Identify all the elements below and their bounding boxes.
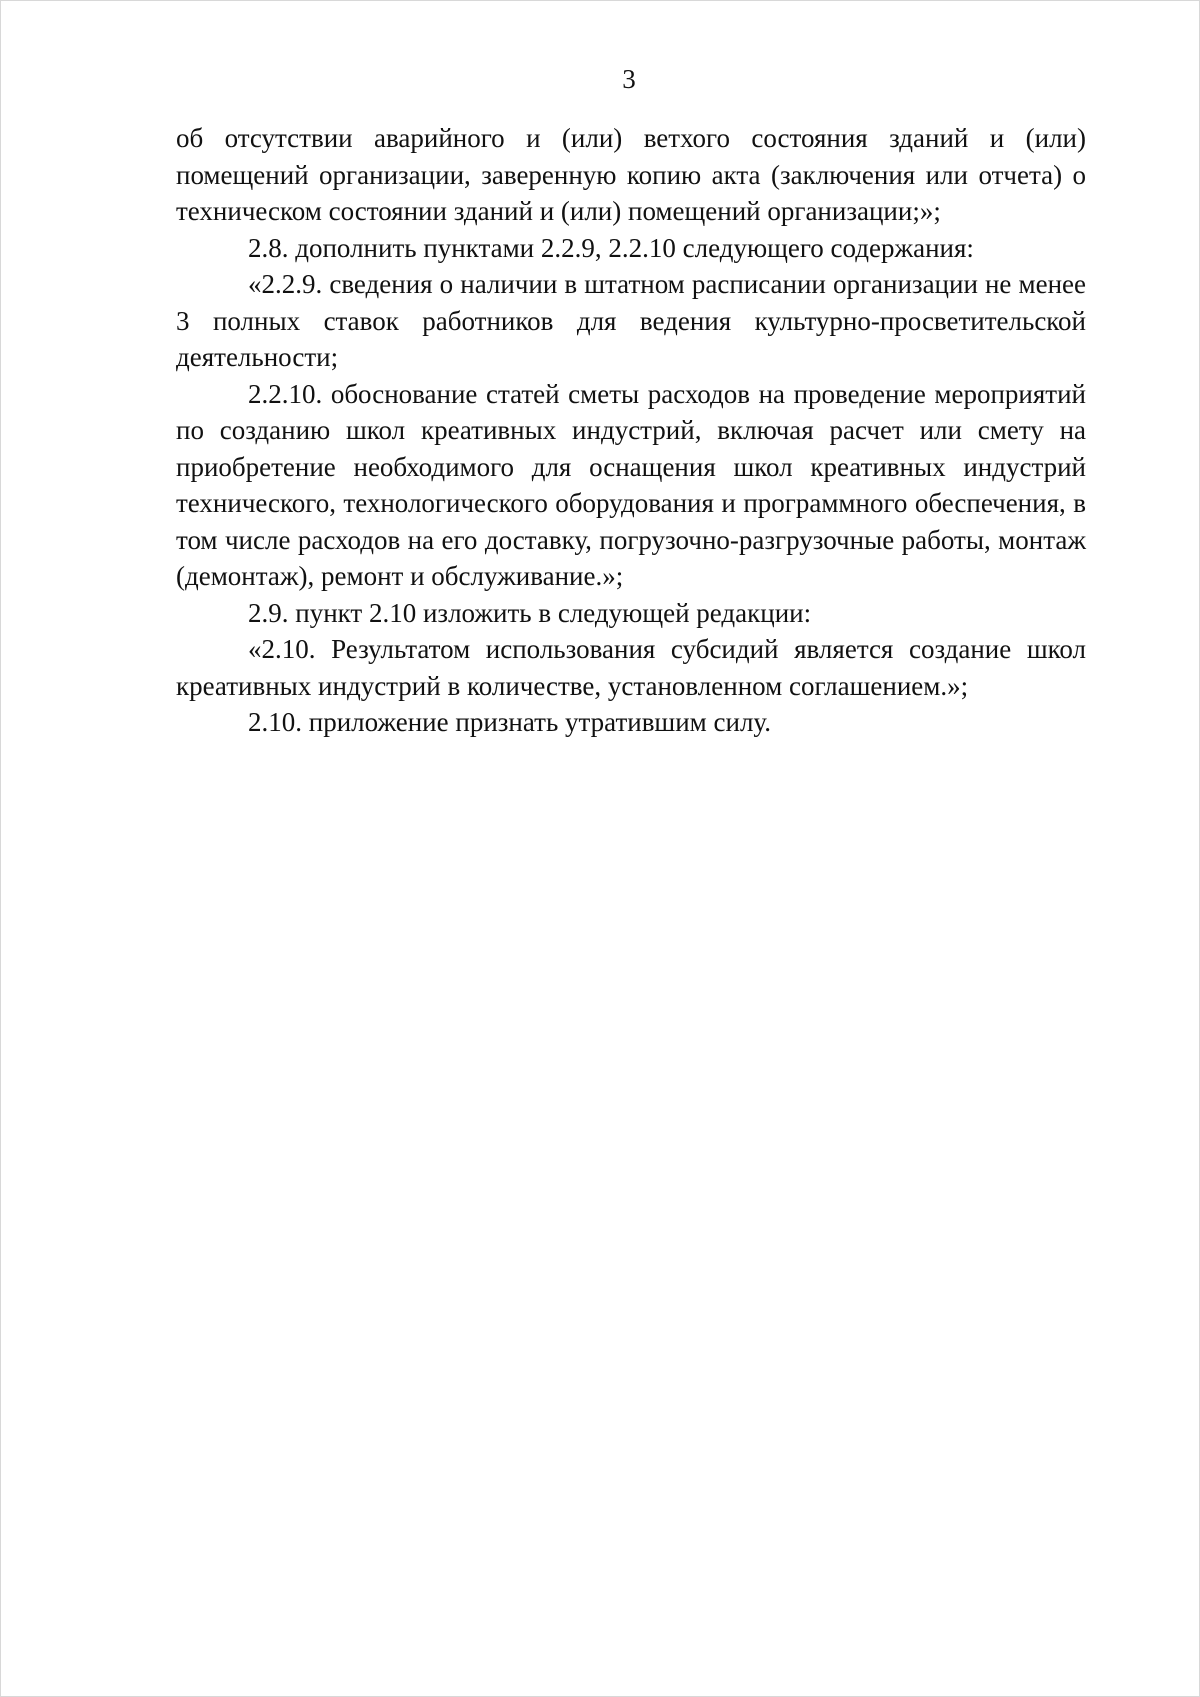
paragraph-item-2-10: 2.10. приложение признать утратившим силу. [248, 707, 771, 737]
document-body [176, 120, 1086, 741]
paragraph-item-2-8: 2.8. дополнить пунктами 2.2.9, 2.2.10 следующего содержания: [248, 232, 974, 263]
paragraph-item-2-10-quote: «2.10. Результатом использования субсидий является создание школ креативных индустрий в количестве, установленном соглашением.»; [176, 634, 1086, 701]
paragraph-continuation: об отсутствии аварийного и (или) ветхого состояния зданий и (или) помещений организации, заверенную копию акта (заключения или отчета) о техническом состоянии зданий и (или) помещений организации;»; [176, 123, 1086, 226]
paragraph-item-2-2-10: 2.2.10. обоснование статей сметы расходов на проведение мероприятий по созданию школ креативных индустрий, включая расчет или смету на приобретение необходимого для оснащения школ креативных индустрий технического, технологического оборудования и программного обеспечения, в том числе расходов на его доставку, погрузочно-разгрузочные работы, монтаж (демонтаж), ремонт и обслуживание.»; [176, 378, 1086, 591]
paragraph-item-2-9: 2.9. пункт 2.10 изложить в следующей редакции: [248, 597, 812, 628]
page-number: 3 [622, 64, 636, 94]
paragraph-item-2-2-9: «2.2.9. сведения о наличии в штатном расписании организации не менее 3 полных ставок работников для ведения культурно-просветительской деятельности; [176, 269, 1086, 372]
